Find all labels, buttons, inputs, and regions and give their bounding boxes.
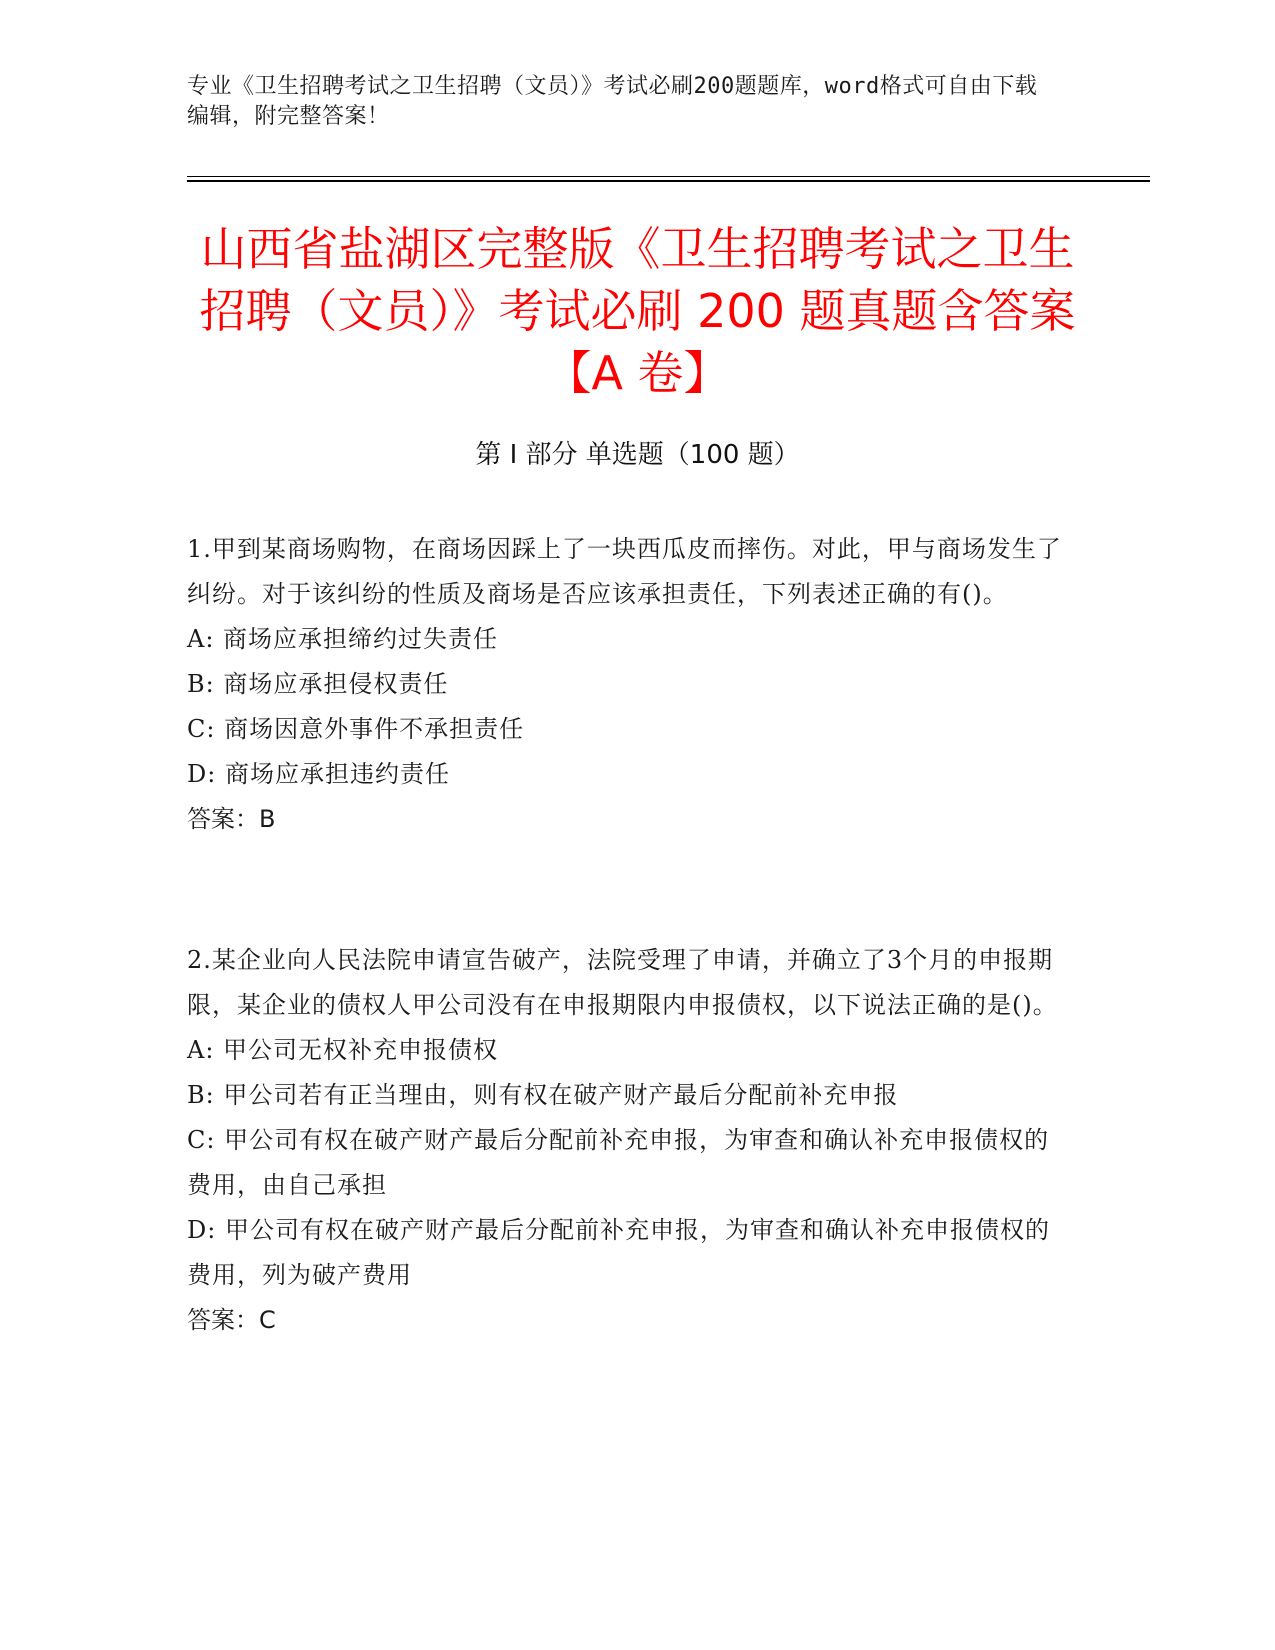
option-b: B: 商场应承担侵权责任 bbox=[187, 670, 449, 698]
document-title-line-3: 【A 卷】 bbox=[545, 346, 730, 400]
question-stem: 1.甲到某商场购物，在商场因踩上了一块西瓜皮而摔伤。对此，甲与商场发生了纠纷。对于该纠纷的性质及商场是否应该承担责任，下列表述正确的有()。 bbox=[187, 535, 1062, 608]
document-title-line-2: 招聘（文员）》考试必刷 200 题真题含答案 bbox=[199, 284, 1076, 338]
header-note: 专业《卫生招聘考试之卫生招聘（文员）》考试必刷200题题库，word格式可自由下载编辑，附完整答案！ bbox=[187, 74, 1038, 129]
header-divider-thick bbox=[187, 180, 1150, 182]
option-a: A: 甲公司无权补充申报债权 bbox=[187, 1036, 499, 1064]
header-divider-thin bbox=[187, 176, 1150, 177]
document-title bbox=[120, 218, 1155, 404]
answer: 答案：C bbox=[187, 1306, 276, 1334]
option-a: A: 商场应承担缔约过失责任 bbox=[187, 625, 499, 653]
document-title-line-1: 山西省盐湖区完整版《卫生招聘考试之卫生 bbox=[200, 222, 1075, 276]
question-stem: 2.某企业向人民法院申请宣告破产，法院受理了申请，并确立了3个月的申报期限，某企业的债权人甲公司没有在申报期限内申报债权，以下说法正确的是()。 bbox=[187, 946, 1058, 1019]
question-2 bbox=[187, 938, 1067, 1343]
answer: 答案：B bbox=[187, 805, 276, 833]
option-d: D: 甲公司有权在破产财产最后分配前补充申报，为审查和确认补充申报债权的费用，列为破产费用 bbox=[187, 1216, 1050, 1289]
option-c: C: 甲公司有权在破产财产最后分配前补充申报，为审查和确认补充申报债权的费用，由自己承担 bbox=[187, 1126, 1050, 1199]
option-d: D: 商场应承担违约责任 bbox=[187, 760, 450, 788]
question-1 bbox=[187, 527, 1067, 842]
section-title: 第 I 部分 单选题（100 题） bbox=[475, 440, 800, 470]
option-b: B: 甲公司若有正当理由，则有权在破产财产最后分配前补充申报 bbox=[187, 1081, 899, 1109]
option-c: C: 商场因意外事件不承担责任 bbox=[187, 715, 525, 743]
